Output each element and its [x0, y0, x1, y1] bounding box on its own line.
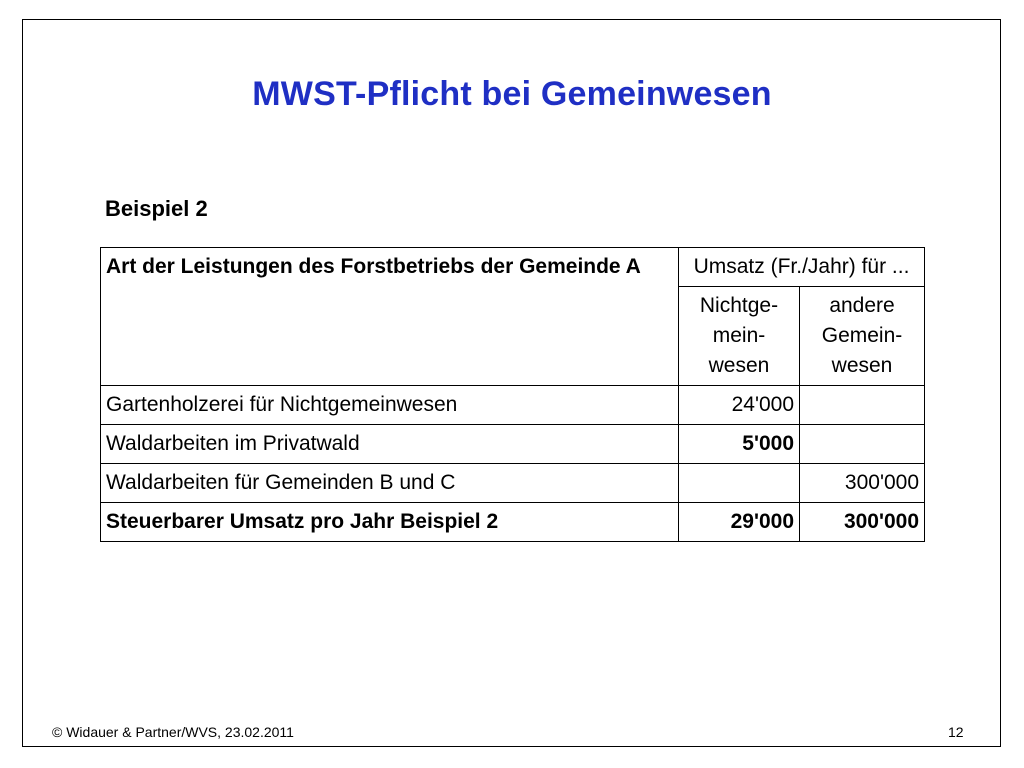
page-number: 12 [948, 724, 964, 740]
row-value-non-municipal: 5'000 [679, 425, 800, 464]
total-non-municipal: 29'000 [679, 503, 800, 542]
revenue-table [100, 247, 925, 542]
row-value-other-municipal: 300'000 [800, 464, 925, 503]
table-row [101, 425, 925, 464]
table-total-row [101, 503, 925, 542]
table-header-row [101, 248, 925, 287]
footer-copyright: © Widauer & Partner/WVS, 23.02.2011 [52, 724, 294, 740]
row-label: Waldarbeiten für Gemeinden B und C [101, 464, 679, 503]
slide-title: MWST-Pflicht bei Gemeinwesen [252, 75, 772, 113]
header-other-municipal: andere Gemein-wesen [800, 287, 925, 386]
header-service-type: Art der Leistungen des Forstbetriebs der Gemeinde A [101, 248, 679, 386]
header-revenue-group: Umsatz (Fr./Jahr) für ... [679, 248, 925, 287]
example-heading: Beispiel 2 [105, 196, 208, 221]
header-non-municipal: Nichtge-mein-wesen [679, 287, 800, 386]
total-label: Steuerbarer Umsatz pro Jahr Beispiel 2 [101, 503, 679, 542]
row-label: Gartenholzerei für Nichtgemeinwesen [101, 386, 679, 425]
table-row [101, 386, 925, 425]
row-value-other-municipal [800, 425, 925, 464]
row-value-non-municipal: 24'000 [679, 386, 800, 425]
row-value-non-municipal [679, 464, 800, 503]
row-label: Waldarbeiten im Privatwald [101, 425, 679, 464]
row-value-other-municipal [800, 386, 925, 425]
total-other-municipal: 300'000 [800, 503, 925, 542]
table-row [101, 464, 925, 503]
